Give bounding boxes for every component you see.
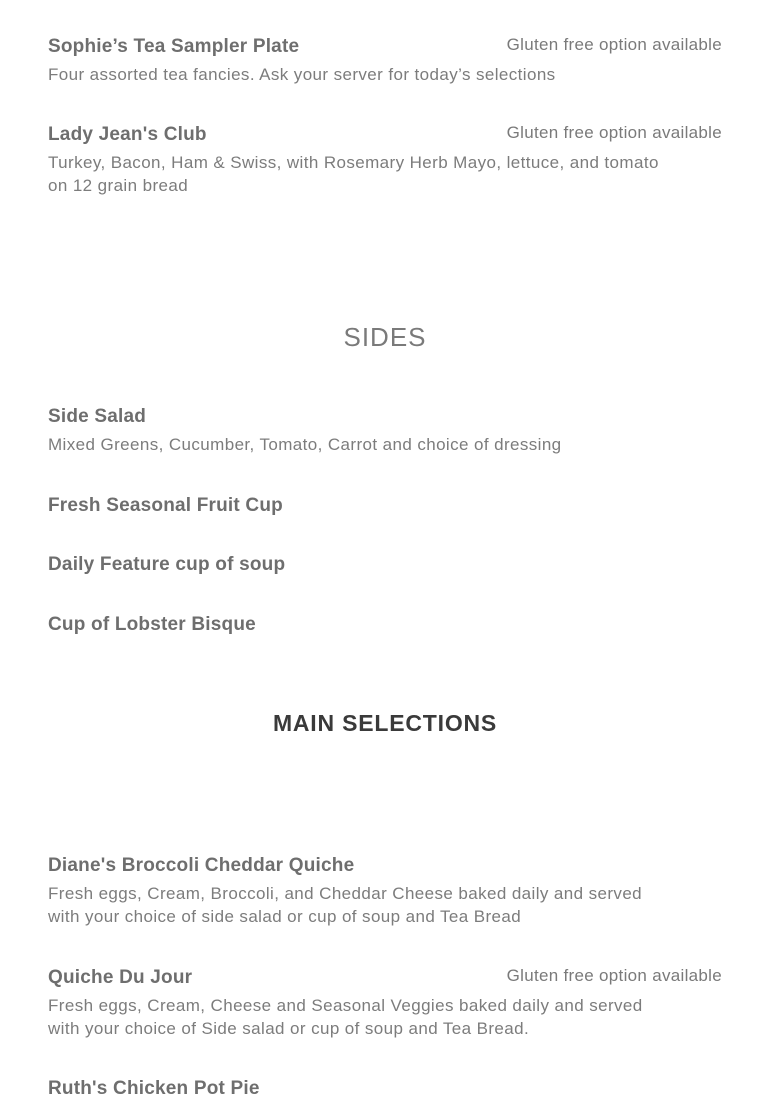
menu-item-lobster-bisque — [48, 613, 722, 637]
menu-item-name: Lady Jean's Club — [48, 124, 207, 145]
menu-item-name: Ruth's Chicken Pot Pie — [48, 1078, 260, 1099]
menu-item-description: Fresh eggs, Cream, Broccoli, and Cheddar Cheese baked daily and served with your choice of side salad or cup of soup and Tea Bread — [48, 884, 643, 926]
menu-item-name: Daily Feature cup of soup — [48, 554, 286, 575]
menu-item-quiche-du-jour — [48, 966, 722, 1040]
menu-item-name: Diane's Broccoli Cheddar Quiche — [48, 855, 355, 876]
menu-item-name: Cup of Lobster Bisque — [48, 614, 256, 635]
section-heading-sides: SIDES — [343, 322, 427, 352]
menu-item-lady-jeans-club — [48, 123, 722, 197]
gluten-free-note: Gluten free option available — [506, 123, 722, 142]
menu-item-name: Sophie’s Tea Sampler Plate — [48, 36, 300, 57]
menu-item-description: Four assorted tea fancies. Ask your server for today’s selections — [48, 65, 556, 84]
menu-item-name: Side Salad — [48, 406, 147, 427]
menu-item-fruit-cup — [48, 494, 722, 518]
menu-item-tea-sampler — [48, 35, 722, 86]
menu-item-side-salad — [48, 405, 722, 456]
menu-item-soup-cup — [48, 553, 722, 577]
gluten-free-note: Gluten free option available — [506, 966, 722, 985]
menu-item-description: Mixed Greens, Cucumber, Tomato, Carrot and choice of dressing — [48, 435, 562, 454]
menu-item-chicken-pot-pie — [48, 1077, 722, 1101]
menu-item-broccoli-quiche — [48, 854, 722, 928]
section-heading-main-selections: MAIN SELECTIONS — [272, 710, 498, 736]
menu-item-name: Quiche Du Jour — [48, 967, 193, 988]
cut-off-previous-line — [48, 0, 428, 4]
menu-item-description: Fresh eggs, Cream, Cheese and Seasonal Veggies baked daily and served with your choice of Side salad or cup of soup and Tea Bread. — [48, 996, 643, 1038]
menu-item-name: Fresh Seasonal Fruit Cup — [48, 495, 283, 516]
menu-item-description: Turkey, Bacon, Ham & Swiss, with Rosemary Herb Mayo, lettuce, and tomato on 12 grain bread — [48, 153, 659, 195]
gluten-free-note: Gluten free option available — [506, 35, 722, 54]
